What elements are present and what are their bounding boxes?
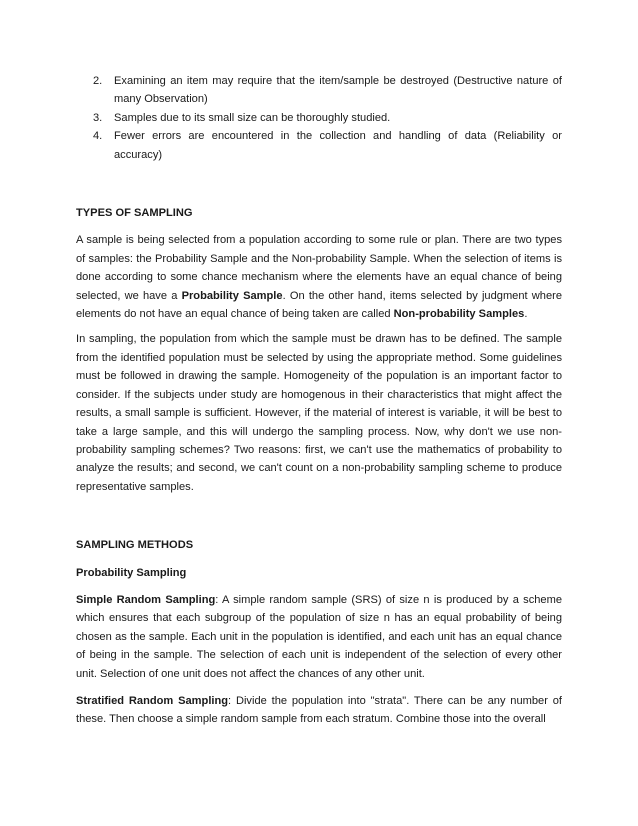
stratified-random-sampling-paragraph — [76, 692, 562, 729]
list-item-text: Examining an item may require that the item/sample be destroyed (Destructive nature of many Observation) — [114, 75, 562, 106]
list-item — [76, 72, 562, 109]
probability-sample-term: Probability Sample — [181, 289, 283, 302]
list-item — [76, 127, 562, 164]
types-paragraph-2: In sampling, the population from which the sample must be drawn has to be defined. The sample from the identified population must be selected by using the appropriate method. Some guidelines must be followed in drawing the sample. Homogeneity of the population is an important factor to consider. If the subjects under study are homogenous in their characteristics that might affect the results, a small sample is sufficient. However, if the material of interest is variable, it will be best to take a large sample, and this will undergo the sampling process. Now, why don't we use non-probability sampling schemes? Two reasons: first, we can't use the mathematics of probability to analyze the results; and second, we can't count on a non-probability sampling scheme to produce representative samples. — [76, 333, 562, 493]
types-of-sampling-heading: TYPES OF SAMPLING — [76, 207, 193, 220]
advantages-list — [76, 72, 562, 164]
list-item-number: 3. — [93, 111, 103, 124]
sampling-methods-heading: SAMPLING METHODS — [76, 539, 194, 552]
list-item-number: 2. — [93, 75, 103, 87]
non-probability-samples-term: Non-probability Samples — [393, 308, 525, 321]
probability-sampling-heading: Probability Sampling — [76, 566, 187, 579]
types-paragraph-1 — [76, 231, 562, 323]
list-item-text: Samples due to its small size can be thoroughly studied. — [114, 111, 391, 124]
stratified-random-sampling-term: Stratified Random Sampling — [76, 694, 229, 707]
page-content — [76, 72, 562, 729]
types-para1-text-2: . On the other hand, items selected by judgment where elements do not have an equal chance of being taken are called — [76, 289, 563, 321]
types-para1-text-3: . — [524, 308, 528, 321]
list-item-text: Fewer errors are encountered in the collection and handling of data (Reliability or accuracy) — [114, 130, 562, 161]
simple-random-sampling-paragraph — [76, 591, 562, 683]
types-para1-text-1: A sample is being selected from a population according to some rule or plan. There are two types of samples: the Probability Sample and the Non-probability Sample. When the selection of items is done according to some chance mechanism where the elements have an equal chance of being selected, we have a — [76, 234, 562, 302]
simple-random-sampling-term: Simple Random Sampling — [76, 593, 216, 606]
list-item-number: 4. — [93, 130, 103, 143]
simple-random-sampling-text: : A simple random sample (SRS) of size n is produced by a scheme which ensures that each subgroup of the population of size n has an equal probability of being chosen as the sample. Each unit in the population is identified, and each unit has an equal chance of being in the sample. The selection of each unit is independent of the selection of every other unit. Selection of one unit does not affect the chances of any other unit. — [76, 593, 562, 680]
stratified-random-sampling-text: : Divide the population into "strata". There can be any number of these. Then choose a simple random sample from each stratum. Combine those into the overall — [76, 694, 563, 726]
list-item — [76, 109, 562, 127]
